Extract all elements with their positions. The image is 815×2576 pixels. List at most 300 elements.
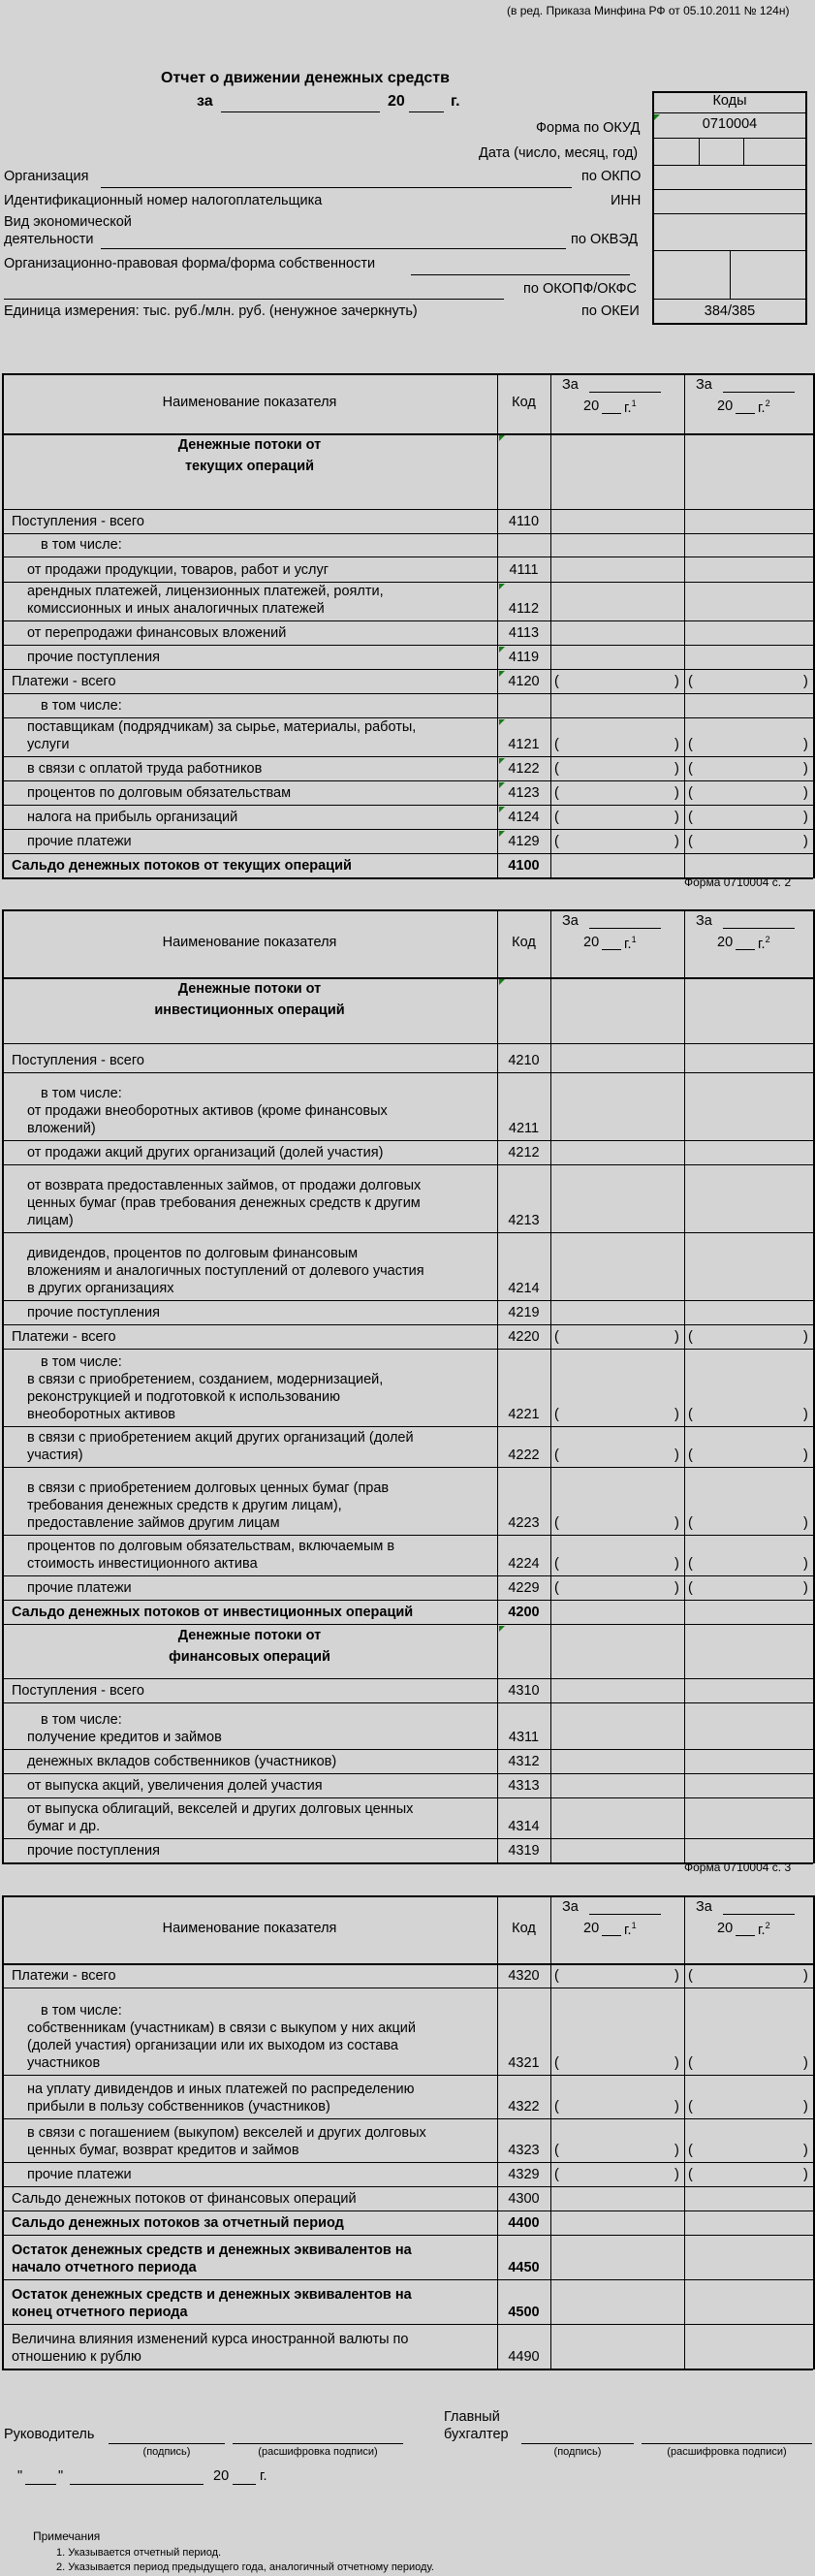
paren-open: ( bbox=[554, 1447, 559, 1463]
value-cell-previous[interactable] bbox=[686, 1704, 811, 1747]
paren-close: ) bbox=[674, 2099, 679, 2115]
date-year-field[interactable] bbox=[233, 2484, 256, 2485]
paren-open: ( bbox=[688, 810, 693, 825]
legal-form-field-1[interactable] bbox=[411, 274, 630, 275]
okpo-label: по ОКПО bbox=[581, 169, 642, 184]
value-cell-previous[interactable] bbox=[686, 758, 811, 779]
paren-open: ( bbox=[688, 674, 693, 689]
row-code: 4221 bbox=[508, 1407, 540, 1422]
row-label: прочие платежи bbox=[27, 2167, 132, 2182]
row-label: предоставление займов другим лицам bbox=[27, 1515, 280, 1531]
row-label: ценных бумаг, возврат кредитов и займов bbox=[27, 2143, 299, 2158]
column-header-current-year-suffix: г. bbox=[624, 1922, 632, 1938]
value-cell-current[interactable] bbox=[552, 2326, 682, 2367]
row-label: Платежи - всего bbox=[12, 1968, 116, 1984]
row-label: в том числе: bbox=[41, 698, 122, 714]
paren-close: ) bbox=[803, 1968, 808, 1984]
row-label: от возврата предоставленных займов, от продажи долговых bbox=[27, 1178, 422, 1193]
value-cell-previous[interactable] bbox=[686, 855, 811, 875]
paren-close: ) bbox=[674, 834, 679, 849]
column-header-current-year-field[interactable] bbox=[602, 949, 621, 950]
date-quote-open: " bbox=[17, 2468, 23, 2484]
row-label: конец отчетного периода bbox=[12, 2305, 188, 2320]
column-header-current-year-prefix: 20 bbox=[583, 398, 600, 414]
column-header-previous-note-ref: 2 bbox=[765, 935, 770, 944]
row-code: 4120 bbox=[508, 674, 540, 689]
value-cell-current[interactable] bbox=[552, 855, 682, 875]
paren-open: ( bbox=[554, 1556, 559, 1572]
value-cell-current[interactable] bbox=[552, 1302, 682, 1322]
value-cell-previous[interactable] bbox=[686, 831, 811, 851]
value-cell-current[interactable] bbox=[552, 1351, 682, 1424]
value-cell-previous[interactable] bbox=[686, 1680, 811, 1701]
section-title: текущих операций bbox=[184, 459, 315, 474]
value-cell-previous[interactable] bbox=[686, 1326, 811, 1347]
row-label: внеоборотных активов bbox=[27, 1407, 175, 1422]
column-header-previous-year-suffix: г. bbox=[758, 936, 766, 952]
row-label: процентов по долговым обязательствам, включаемым в bbox=[27, 1539, 395, 1554]
value-cell-previous[interactable] bbox=[686, 2120, 811, 2160]
paren-close: ) bbox=[803, 1407, 808, 1422]
row-code: 4320 bbox=[508, 1968, 540, 1984]
row-label: в связи с приобретением долговых ценных бумаг (прав bbox=[27, 1480, 390, 1496]
row-label: участников bbox=[27, 2055, 101, 2071]
paren-close: ) bbox=[674, 737, 679, 752]
head-signature-field[interactable] bbox=[109, 2443, 225, 2444]
paren-close: ) bbox=[674, 1580, 679, 1596]
value-cell-current[interactable] bbox=[552, 622, 682, 643]
activity-label-1: Вид экономической bbox=[4, 214, 132, 230]
row-label: Величина влияния изменений курса иностранной валюты по bbox=[12, 2332, 409, 2347]
row-label: Остаток денежных средств и денежных эквивалентов на bbox=[12, 2242, 412, 2258]
row-label: прибыли в пользу собственников (участников) bbox=[27, 2099, 330, 2115]
row-code: 4450 bbox=[508, 2260, 540, 2275]
column-header-code: Код bbox=[512, 935, 536, 950]
row-label: в том числе: bbox=[41, 1354, 122, 1370]
value-cell-previous[interactable] bbox=[686, 511, 811, 531]
row-label: бумаг и др. bbox=[27, 1819, 101, 1834]
paren-open: ( bbox=[688, 737, 693, 752]
value-cell-previous[interactable] bbox=[686, 647, 811, 667]
value-cell-current[interactable] bbox=[552, 782, 682, 803]
value-cell-current[interactable] bbox=[552, 558, 682, 580]
org-label: Организация bbox=[4, 169, 89, 184]
row-code: 4300 bbox=[508, 2191, 540, 2207]
date-year-prefix: 20 bbox=[213, 2468, 230, 2484]
date-day-field[interactable] bbox=[25, 2484, 56, 2485]
accountant-decode-field[interactable] bbox=[642, 2443, 812, 2444]
row-code: 4121 bbox=[508, 737, 540, 752]
paren-close: ) bbox=[803, 1515, 808, 1531]
form-note-p2: Форма 0710004 с. 2 bbox=[684, 875, 792, 889]
value-cell-current[interactable] bbox=[552, 1799, 682, 1836]
row-code: 4319 bbox=[508, 1843, 540, 1859]
column-header-name: Наименование показателя bbox=[162, 395, 337, 410]
paren-close: ) bbox=[803, 2099, 808, 2115]
paren-open: ( bbox=[688, 2099, 693, 2115]
value-cell-current[interactable] bbox=[552, 1965, 682, 1986]
row-label: в том числе: bbox=[41, 1712, 122, 1728]
value-cell-previous[interactable] bbox=[686, 1351, 811, 1424]
value-cell-current[interactable] bbox=[552, 1074, 682, 1138]
row-code: 4212 bbox=[508, 1145, 540, 1161]
value-cell-current[interactable] bbox=[552, 1989, 682, 2073]
paren-close: ) bbox=[803, 1329, 808, 1345]
accountant-signature-caption: (подпись) bbox=[553, 2446, 602, 2458]
column-header-previous-year-prefix: 20 bbox=[717, 1921, 734, 1936]
okved-label: по ОКВЭД bbox=[571, 232, 639, 247]
value-cell-current[interactable] bbox=[552, 1704, 682, 1747]
value-cell-current[interactable] bbox=[552, 2237, 682, 2277]
row-label: Сальдо денежных потоков от финансовых операций bbox=[12, 2191, 357, 2207]
value-cell-previous[interactable] bbox=[686, 1965, 811, 1986]
value-cell-previous[interactable] bbox=[686, 1302, 811, 1322]
paren-open: ( bbox=[688, 1580, 693, 1596]
value-cell-previous[interactable] bbox=[686, 1469, 811, 1533]
section-title: Денежные потоки от bbox=[177, 1628, 322, 1643]
paren-close: ) bbox=[674, 761, 679, 777]
notes-title: Примечания bbox=[33, 2529, 101, 2543]
value-cell-current[interactable] bbox=[552, 831, 682, 851]
value-cell-previous[interactable] bbox=[686, 2188, 811, 2209]
row-label: прочие платежи bbox=[27, 834, 132, 849]
row-label: арендных платежей, лицензионных платежей, роялти, bbox=[27, 584, 384, 599]
column-header-current-year-suffix: г. bbox=[624, 399, 632, 416]
value-cell-current[interactable] bbox=[552, 1142, 682, 1162]
row-label: на уплату дивидендов и иных платежей по распределению bbox=[27, 2082, 415, 2097]
column-header-previous-prefix: За bbox=[696, 377, 712, 393]
paren-open: ( bbox=[688, 1515, 693, 1531]
value-cell-current[interactable] bbox=[552, 1166, 682, 1230]
codes-title: Коды bbox=[712, 93, 747, 109]
column-header-current-period-field[interactable] bbox=[589, 1914, 661, 1915]
row-code: 4219 bbox=[508, 1305, 540, 1320]
section-title: Денежные потоки от bbox=[177, 981, 322, 997]
paren-close: ) bbox=[674, 1407, 679, 1422]
paren-close: ) bbox=[803, 834, 808, 849]
paren-open: ( bbox=[554, 761, 559, 777]
column-header-previous-period-field[interactable] bbox=[723, 392, 795, 393]
row-label: комиссионных и иных аналогичных платежей bbox=[27, 601, 325, 617]
row-label: прочие поступления bbox=[27, 1305, 160, 1320]
head-decode-field[interactable] bbox=[233, 2443, 403, 2444]
value-cell-previous[interactable] bbox=[686, 535, 811, 555]
row-code: 4400 bbox=[508, 2215, 540, 2231]
value-cell-previous[interactable] bbox=[686, 1074, 811, 1138]
value-cell-current[interactable] bbox=[552, 1751, 682, 1771]
value-cell-previous[interactable] bbox=[686, 2326, 811, 2367]
okei-label: по ОКЕИ bbox=[581, 303, 640, 319]
value-cell-current[interactable] bbox=[552, 1602, 682, 1622]
paren-close: ) bbox=[803, 2167, 808, 2182]
value-cell-previous[interactable] bbox=[686, 2281, 811, 2322]
row-code: 4122 bbox=[508, 761, 540, 777]
date-month-field[interactable] bbox=[70, 2484, 204, 2485]
okpo-code[interactable] bbox=[654, 167, 805, 188]
section-title: инвестиционных операций bbox=[154, 1002, 345, 1018]
date-year-suffix: г. bbox=[260, 2468, 267, 2484]
row-code: 4314 bbox=[508, 1819, 540, 1834]
row-code: 4500 bbox=[508, 2305, 540, 2320]
value-cell-current[interactable] bbox=[552, 1428, 682, 1465]
paren-open: ( bbox=[554, 810, 559, 825]
row-code: 4490 bbox=[508, 2349, 540, 2365]
row-label: в связи с погашением (выкупом) векселей и других долговых bbox=[27, 2125, 426, 2141]
row-label: (долей участия) организации или их выходом из состава bbox=[27, 2038, 398, 2053]
row-code: 4229 bbox=[508, 1580, 540, 1596]
value-cell-previous[interactable] bbox=[686, 2237, 811, 2277]
value-cell-previous[interactable] bbox=[686, 1775, 811, 1796]
value-cell-previous[interactable] bbox=[686, 1840, 811, 1860]
paren-close: ) bbox=[674, 2143, 679, 2158]
value-cell-previous[interactable] bbox=[686, 1142, 811, 1162]
value-cell-previous[interactable] bbox=[686, 782, 811, 803]
period-year-field[interactable] bbox=[409, 111, 444, 112]
activity-field[interactable] bbox=[101, 248, 566, 249]
value-cell-previous[interactable] bbox=[686, 558, 811, 580]
value-cell-current[interactable] bbox=[552, 1840, 682, 1860]
okud-label: Форма по ОКУД bbox=[536, 120, 641, 136]
inn-org-label: Идентификационный номер налогоплательщика bbox=[4, 193, 323, 208]
column-header-previous-note-ref: 2 bbox=[765, 1921, 770, 1930]
paren-close: ) bbox=[803, 785, 808, 801]
value-cell-previous[interactable] bbox=[686, 1537, 811, 1574]
head-decode-caption: (расшифровка подписи) bbox=[258, 2446, 378, 2458]
column-header-previous-year-field[interactable] bbox=[736, 949, 755, 950]
column-header-current-year-field[interactable] bbox=[602, 1935, 621, 1936]
row-label: вложениям и аналогичных поступлений от долевого участия bbox=[27, 1263, 424, 1279]
accountant-signature-field[interactable] bbox=[521, 2443, 634, 2444]
row-label: в том числе: bbox=[41, 1086, 122, 1101]
paren-close: ) bbox=[674, 674, 679, 689]
row-label: прочие поступления bbox=[27, 650, 160, 665]
row-code: 4123 bbox=[508, 785, 540, 801]
row-label: Поступления - всего bbox=[12, 1053, 144, 1068]
value-cell-current[interactable] bbox=[552, 1234, 682, 1298]
column-header-name: Наименование показателя bbox=[162, 1921, 337, 1936]
row-code: 4111 bbox=[509, 562, 539, 578]
paren-open: ( bbox=[554, 2099, 559, 2115]
column-header-previous-note-ref: 2 bbox=[765, 398, 770, 408]
report-title: Отчет о движении денежных средств bbox=[161, 70, 450, 86]
value-cell-current[interactable] bbox=[552, 511, 682, 531]
paren-open: ( bbox=[554, 1515, 559, 1531]
paren-open: ( bbox=[554, 2167, 559, 2182]
row-label: Остаток денежных средств и денежных эквивалентов на bbox=[12, 2287, 412, 2303]
value-cell-current[interactable] bbox=[552, 584, 682, 619]
value-cell-previous[interactable] bbox=[686, 1166, 811, 1230]
column-header-current-year-prefix: 20 bbox=[583, 935, 600, 950]
value-cell-current[interactable] bbox=[552, 671, 682, 691]
value-cell-previous[interactable] bbox=[686, 1751, 811, 1771]
column-header-previous-year-field[interactable] bbox=[736, 1935, 755, 1936]
value-cell-current[interactable] bbox=[552, 1326, 682, 1347]
value-cell-previous[interactable] bbox=[686, 2164, 811, 2184]
row-label: от перепродажи финансовых вложений bbox=[27, 625, 287, 641]
value-cell-current[interactable] bbox=[552, 647, 682, 667]
value-cell-previous[interactable] bbox=[686, 1428, 811, 1465]
value-cell-previous[interactable] bbox=[686, 1234, 811, 1298]
paren-close: ) bbox=[803, 737, 808, 752]
row-code: 4200 bbox=[508, 1605, 540, 1620]
value-cell-current[interactable] bbox=[552, 1577, 682, 1598]
row-code: 4220 bbox=[508, 1329, 540, 1345]
paren-open: ( bbox=[554, 737, 559, 752]
legal-form-field-2[interactable] bbox=[4, 299, 504, 300]
row-label: в других организациях bbox=[27, 1281, 174, 1296]
value-cell-previous[interactable] bbox=[686, 1799, 811, 1836]
paren-close: ) bbox=[674, 1556, 679, 1572]
column-header-previous-prefix: За bbox=[696, 913, 712, 929]
value-cell-current[interactable] bbox=[552, 2188, 682, 2209]
accountant-decode-caption: (расшифровка подписи) bbox=[667, 2446, 787, 2458]
column-header-current-year-prefix: 20 bbox=[583, 1921, 600, 1936]
activity-label-2: деятельности bbox=[4, 232, 94, 247]
paren-close: ) bbox=[803, 761, 808, 777]
paren-close: ) bbox=[674, 1515, 679, 1531]
section-title: финансовых операций bbox=[169, 1649, 330, 1665]
row-label: Сальдо денежных потоков от текущих операций bbox=[12, 858, 352, 874]
column-header-name: Наименование показателя bbox=[162, 935, 337, 950]
value-cell-current[interactable] bbox=[552, 2120, 682, 2160]
row-code: 4329 bbox=[508, 2167, 540, 2182]
column-header-current-period-field[interactable] bbox=[589, 392, 661, 393]
column-header-current-note-ref: 1 bbox=[631, 398, 637, 408]
paren-close: ) bbox=[674, 1968, 679, 1984]
row-label: Платежи - всего bbox=[12, 674, 116, 689]
row-code: 4213 bbox=[508, 1213, 540, 1228]
row-code: 4311 bbox=[508, 1730, 540, 1745]
value-cell-current[interactable] bbox=[552, 1775, 682, 1796]
row-label: получение кредитов и займов bbox=[27, 1730, 222, 1745]
row-label: стоимость инвестиционного актива bbox=[27, 1556, 258, 1572]
paren-close: ) bbox=[674, 785, 679, 801]
value-cell-current[interactable] bbox=[552, 758, 682, 779]
row-code: 4119 bbox=[508, 650, 540, 665]
paren-open: ( bbox=[554, 2055, 559, 2071]
chief-accountant-label-1: Главный bbox=[444, 2409, 500, 2425]
paren-open: ( bbox=[554, 1580, 559, 1596]
value-cell-current[interactable] bbox=[552, 2281, 682, 2322]
paren-close: ) bbox=[674, 810, 679, 825]
row-code: 4312 bbox=[508, 1754, 540, 1769]
value-cell-previous[interactable] bbox=[686, 1602, 811, 1622]
row-code: 4129 bbox=[508, 834, 540, 849]
row-code: 4110 bbox=[508, 514, 540, 529]
value-cell-previous[interactable] bbox=[686, 807, 811, 827]
period-field[interactable] bbox=[221, 111, 380, 112]
row-label: в связи с приобретением акций других организаций (долей bbox=[27, 1430, 414, 1446]
column-header-previous-year-prefix: 20 bbox=[717, 935, 734, 950]
value-cell-current[interactable] bbox=[552, 1045, 682, 1070]
row-code: 4210 bbox=[508, 1053, 540, 1068]
row-code: 4313 bbox=[508, 1778, 540, 1794]
paren-open: ( bbox=[554, 2143, 559, 2158]
row-code: 4124 bbox=[508, 810, 540, 825]
row-label: от выпуска облигаций, векселей и других долговых ценных bbox=[27, 1801, 414, 1817]
value-cell-current[interactable] bbox=[552, 1537, 682, 1574]
paren-open: ( bbox=[554, 1329, 559, 1345]
paren-open: ( bbox=[688, 834, 693, 849]
row-code: 4323 bbox=[508, 2143, 540, 2158]
paren-open: ( bbox=[688, 1556, 693, 1572]
period-year-prefix: 20 bbox=[388, 93, 405, 110]
paren-close: ) bbox=[803, 1580, 808, 1596]
row-label: от продажи акций других организаций (долей участия) bbox=[27, 1145, 384, 1161]
row-label: поставщикам (подрядчикам) за сырье, материалы, работы, bbox=[27, 719, 417, 735]
value-cell-previous[interactable] bbox=[686, 2212, 811, 2233]
column-header-previous-period-field[interactable] bbox=[723, 928, 795, 929]
column-header-current-year-field[interactable] bbox=[602, 413, 621, 414]
okud-value: 0710004 bbox=[702, 116, 758, 132]
column-header-previous-period-field[interactable] bbox=[723, 1914, 795, 1915]
date-quote-close: " bbox=[58, 2468, 64, 2484]
paren-close: ) bbox=[803, 674, 808, 689]
value-cell-previous[interactable] bbox=[686, 1989, 811, 2073]
row-label: процентов по долговым обязательствам bbox=[27, 785, 292, 801]
paren-close: ) bbox=[674, 1329, 679, 1345]
row-label: участия) bbox=[27, 1447, 83, 1463]
row-label: Поступления - всего bbox=[12, 514, 144, 529]
row-code: 4222 bbox=[508, 1447, 540, 1463]
edition-note: (в ред. Приказа Минфина РФ от 05.10.2011 № 124н) bbox=[507, 4, 790, 17]
value-cell-previous[interactable] bbox=[686, 719, 811, 754]
paren-close: ) bbox=[674, 2167, 679, 2182]
row-code: 4113 bbox=[508, 625, 540, 641]
paren-open: ( bbox=[688, 1329, 693, 1345]
column-header-current-period-field[interactable] bbox=[589, 928, 661, 929]
chief-accountant-label-2: бухгалтер bbox=[444, 2427, 509, 2442]
paren-open: ( bbox=[554, 1407, 559, 1422]
period-suffix: г. bbox=[451, 93, 460, 110]
value-cell-current[interactable] bbox=[552, 719, 682, 754]
value-cell-previous[interactable] bbox=[686, 695, 811, 716]
value-cell-current[interactable] bbox=[552, 1680, 682, 1701]
value-cell-previous[interactable] bbox=[686, 1577, 811, 1598]
value-cell-current[interactable] bbox=[552, 1469, 682, 1533]
column-header-current-prefix: За bbox=[562, 913, 579, 929]
row-code: 4321 bbox=[508, 2055, 540, 2071]
row-label: отношению к рублю bbox=[12, 2349, 141, 2365]
value-cell-current[interactable] bbox=[552, 695, 682, 716]
value-cell-current[interactable] bbox=[552, 2164, 682, 2184]
value-cell-previous[interactable] bbox=[686, 584, 811, 619]
row-label: налога на прибыль организаций bbox=[27, 810, 238, 825]
column-header-previous-year-field[interactable] bbox=[736, 413, 755, 414]
value-cell-previous[interactable] bbox=[686, 2077, 811, 2116]
row-label: лицам) bbox=[27, 1213, 74, 1228]
row-label: денежных вкладов собственников (участников) bbox=[27, 1754, 337, 1769]
paren-close: ) bbox=[803, 1556, 808, 1572]
paren-close: ) bbox=[674, 1447, 679, 1463]
row-label: собственникам (участникам) в связи с выкупом у них акций bbox=[27, 2020, 417, 2036]
value-cell-current[interactable] bbox=[552, 2077, 682, 2116]
value-cell-previous[interactable] bbox=[686, 671, 811, 691]
value-cell-current[interactable] bbox=[552, 2212, 682, 2233]
head-signature-caption: (подпись) bbox=[142, 2446, 191, 2458]
value-cell-current[interactable] bbox=[552, 807, 682, 827]
column-header-current-note-ref: 1 bbox=[631, 1921, 637, 1930]
paren-open: ( bbox=[554, 785, 559, 801]
column-header-current-prefix: За bbox=[562, 1899, 579, 1915]
value-cell-previous[interactable] bbox=[686, 1045, 811, 1070]
paren-close: ) bbox=[803, 2055, 808, 2071]
paren-close: ) bbox=[803, 2143, 808, 2158]
value-cell-previous[interactable] bbox=[686, 622, 811, 643]
row-label: прочие поступления bbox=[27, 1843, 160, 1859]
org-field[interactable] bbox=[101, 187, 572, 188]
value-cell-current[interactable] bbox=[552, 535, 682, 555]
